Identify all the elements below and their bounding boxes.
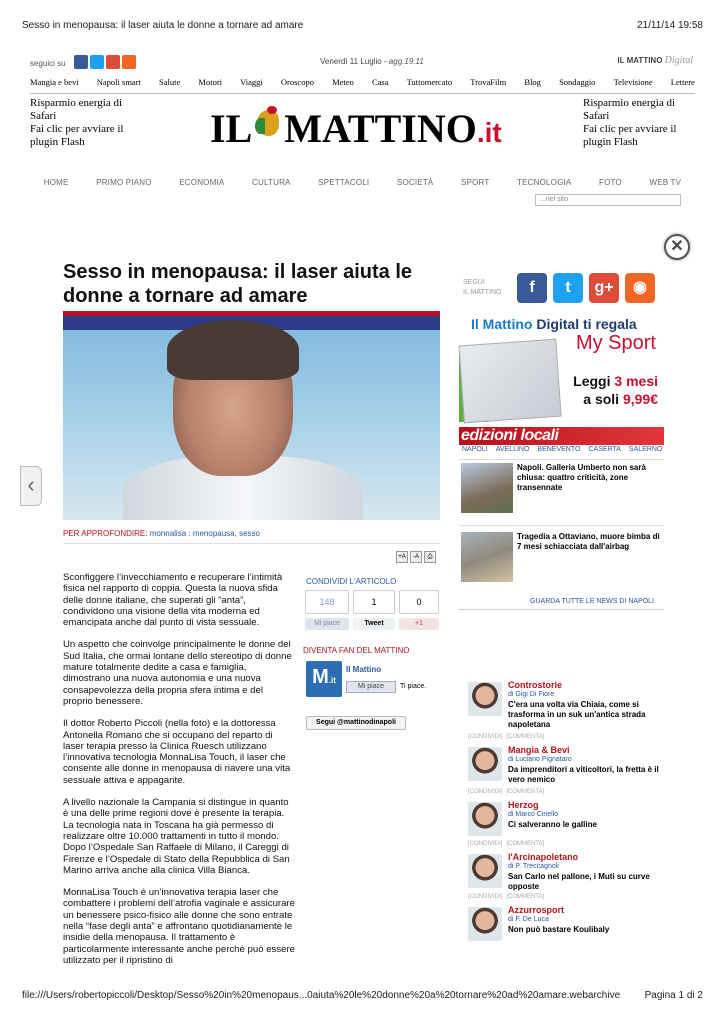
fan-tipiace: Ti piace. [400,683,427,690]
flash-text-line: plugin Flash [583,136,638,148]
divider [459,459,664,460]
mainnav-item[interactable]: HOME [43,178,69,187]
mattino-m-logo[interactable] [306,661,342,697]
digital-brand: IL MATTINO [617,56,663,65]
current-date: Venerdì 11 Luglio - [320,57,389,66]
promo-offer [573,372,658,408]
article-paragraph: Il dottor Roberto Piccoli (nella foto) e la dottoressa Antonella Romano che si occupano del reparto di laser terapia presso la Clinica Ruesch utilizzano l’innovativa tecnologia MonnaLisa Touch, il laser che consente alle donne in menopausa di riavere una vita sessuale attiva e appagante. [63,718,291,786]
divider [459,609,664,610]
article-paragraph: A livello nazionale la Campania si distingue in quanto è una delle prime regioni dove è presente la terapia. La tecnologia nata in Toscana ha già permesso di realizzare oltre 10.000 trattamenti in tutto il mondo. Dopo l’Ospedale San Raffaele di Milano, il Careggi di Firenze e l’Ospedale di Stato della Repubblica di San Marino arriva anche alla clinica Villa Bianca. [63,797,290,876]
promo-price: 9,99€ [622,391,658,407]
seguici-label: seguici su [30,59,66,68]
blog-title[interactable]: Ci salveranno le galline [508,820,597,829]
digital-promo-banner[interactable] [459,312,664,424]
commenta-link[interactable]: [COMMENTA] [506,789,545,795]
page-label: Pagina 1 di 2 [644,990,703,1001]
news-thumbnail [461,532,513,582]
topnav-item[interactable]: Televisione [613,77,653,87]
fan-title: DIVENTA FAN DEL MATTINO [303,646,410,655]
digital-logo[interactable] [617,55,693,66]
news-thumbnail [461,463,513,513]
blog-category[interactable]: l'Arcinapoletano [508,852,579,862]
mainnav-item[interactable]: FOTO [599,178,622,187]
logo-right: MATTINO [284,106,477,151]
blog-title[interactable]: San Carlo nel pallone, i Muti su curve opposte [508,872,650,891]
mainnav-item[interactable]: SPETTACOLI [318,178,370,187]
flash-text-line: Fai clic per avviare il [30,123,124,135]
blog-title[interactable]: Da imprenditori a viticoltori, la fretta è il vero nemico [508,765,659,784]
blogger-avatar [468,907,502,941]
condividi-link[interactable]: [CONDIVIDI] [468,789,503,795]
blogger-avatar [468,747,502,781]
facebook-icon[interactable] [74,55,88,69]
rss-icon[interactable]: ◉ [625,273,655,303]
segui-label [463,278,502,298]
flash-placeholder-left[interactable] [30,97,150,149]
blog-author[interactable]: di Luciano Pignataro [508,756,572,763]
blog-category[interactable]: Controstorie [508,680,562,690]
blog-category[interactable]: Azzurrosport [508,905,564,915]
segui-line1: SEGUI [463,279,485,286]
edizione-link[interactable]: BENEVENTO [537,446,581,453]
segui-line2: IL MATTINO [463,289,502,296]
topnav-item[interactable]: Lettere [670,77,695,87]
topnav-item[interactable]: Motori [198,77,223,87]
article-photo [63,311,440,520]
news-item[interactable] [461,532,666,590]
fan-page-name[interactable]: Il Mattino [346,665,382,674]
divider [30,93,695,94]
rss-icon[interactable] [122,55,136,69]
blog-category[interactable]: Mangia & Bevi [508,745,570,755]
print-footer [22,990,703,1001]
twitter-count: 1 [353,590,395,614]
blog-item[interactable] [468,680,664,732]
font-controls [396,551,436,563]
blog-item[interactable] [468,905,664,957]
googleplus-icon[interactable]: g+ [589,273,619,303]
blog-actions [468,894,548,900]
print-header [22,20,703,31]
guarda-tutte-link[interactable]: GUARDA TUTTE LE NEWS DI NAPOLI [530,598,654,605]
top-nav [30,77,695,87]
topnav-item[interactable]: Casa [371,77,389,87]
blogger-avatar [468,802,502,836]
googleplus-count: 0 [399,590,439,614]
commenta-link[interactable]: [COMMENTA] [506,894,545,900]
edizione-link[interactable]: SALERNO [628,446,663,453]
mainnav-item[interactable]: SPORT [461,178,490,187]
topnav-item[interactable]: Meteo [332,77,354,87]
promo-line2: My Sport [575,332,656,354]
article-title: Sesso in menopausa: il laser aiuta le donne a tornare ad amare [63,261,413,307]
blog-title[interactable]: Non può bastare Koulibaly [508,925,610,934]
blog-actions [468,841,548,847]
facebook-like-button[interactable]: Mi piace [305,618,349,630]
blog-author[interactable]: di Gigi Di Fiore [508,691,555,698]
topnav-item[interactable]: Blog [524,77,541,87]
mainnav-item[interactable]: SOCIETÀ [396,178,434,187]
date-line [320,57,424,66]
promo-asoli: a soli [583,391,623,407]
flash-text-line: Safari [30,110,57,122]
main-nav [30,178,695,187]
topnav-item[interactable]: Viaggi [240,77,263,87]
flash-text-line: Fai clic per avviare il [583,123,677,135]
blog-author[interactable]: di F. De Luca [508,916,549,923]
topnav-item[interactable]: Tuttomercato [406,77,453,87]
social-small [74,55,136,69]
promo-brand: Il Mattino [471,316,533,332]
news-headline[interactable]: Napoli. Galleria Umberto non sarà chiusa: quattro criticità, zone transennate [517,463,646,492]
article-body [63,572,295,977]
edizione-link[interactable]: NAPOLI [462,446,488,453]
updated-time: agg.19:11 [388,57,424,66]
font-increase-button[interactable]: +A [396,551,408,563]
topnav-item[interactable]: Oroscopo [280,77,314,87]
edizione-link[interactable]: AVELLINO [495,446,530,453]
blog-actions [468,789,548,795]
edizioni-locali-header: edizioni locali [459,427,664,445]
file-path: file:///Users/robertopiccoli/Desktop/Sesso%20in%20menopaus...0aiuta%20le%20donne%20a%20tornare%20ad%20amare.webarchive [22,990,621,1001]
condividi-link[interactable]: [CONDIVIDI] [468,734,503,740]
topnav-item[interactable]: Napoli smart [96,77,141,87]
news-headline[interactable]: Tragedia a Ottaviano, muore bimba di 7 mesi schiacciata dall'airbag [517,532,660,551]
condividi-link[interactable]: [CONDIVIDI] [468,894,503,900]
approfondire-label: PER APPROFONDIRE: [63,529,150,538]
blog-actions [468,734,548,740]
logo-left: IL [210,106,253,151]
facebook-count: 148 [305,590,349,614]
facebook-icon[interactable]: f [517,273,547,303]
twitter-icon[interactable] [90,55,104,69]
article-paragraph: Sconfiggere l’invecchiamento e recuperare l’intimità fisica nel rapporto di coppia. Questa la nuova sfida delle donne italiane, che superati gli “anta”, condividono una visione della vita moderna ed emancipata anche dal punto di vista sessuale. [63,572,283,629]
m-logo-letter: M [312,666,329,688]
newspaper-image [458,339,561,424]
print-datetime: 21/11/14 19:58 [637,20,703,31]
twitter-icon[interactable]: t [553,273,583,303]
share-box [305,590,440,638]
logo-suffix: .it [476,117,502,148]
rooster-icon [253,104,283,142]
approfondire [63,529,260,538]
promo-mesi: 3 mesi [614,373,658,389]
googleplus-icon[interactable] [106,55,120,69]
article-paragraph: Un aspetto che coinvolge principalmente le donne del Sud Italia, che ormai lontane dello stereotipo di donne mature totalmente dedite a casa e famiglia, dimostrano una nuova autonomia e una nuova consapevolezza della propria sfera intima e del proprio benessere. [63,639,292,707]
divider [459,525,664,526]
flash-text-line: Risparmio energia di [583,97,676,109]
blog-author[interactable]: di P. Treccagnoli [508,863,559,870]
commenta-link[interactable]: [COMMENTA] [506,734,545,740]
share-title: CONDIVIDI L'ARTICOLO [306,577,397,586]
print-icon[interactable]: ⎙ [424,551,436,563]
topnav-item[interactable]: Mangia e bevi [30,77,79,87]
divider [63,543,440,544]
mainnav-item[interactable]: PRIMO PIANO [96,178,152,187]
promo-leggi: Leggi [573,373,615,389]
fan-box [306,661,440,701]
m-logo-suffix: .it [328,676,336,685]
search-input[interactable]: ...nel sito [535,194,681,206]
flash-placeholder-right[interactable] [583,97,703,149]
blogger-avatar [468,854,502,888]
tweet-button[interactable]: Tweet [353,618,395,630]
top-bar [30,55,693,73]
prev-arrow-button[interactable]: ‹ [20,466,42,506]
news-item[interactable] [461,463,666,521]
flash-text-line: Risparmio energia di [30,97,123,109]
topnav-item[interactable]: TrovaFilm [470,77,507,87]
fan-like-button[interactable]: Mi piace [346,681,396,693]
print-title: Sesso in menopausa: il laser aiuta le donne a tornare ad amare [22,20,304,31]
flash-text-line: plugin Flash [30,136,85,148]
edizione-link[interactable]: CASERTA [588,446,621,453]
digital-word: Digital [664,55,693,66]
close-button[interactable]: ✕ [664,234,690,260]
edizioni-nav [462,446,667,453]
mainnav-item[interactable]: CULTURA [252,178,291,187]
promo-line1 [471,316,637,332]
mainnav-item[interactable]: TECNOLOGIA [517,178,572,187]
condividi-link[interactable]: [CONDIVIDI] [468,841,503,847]
mainnav-item[interactable]: WEB TV [649,178,682,187]
site-logo[interactable] [210,104,510,151]
googleplus-button[interactable]: +1 [399,618,439,630]
blog-title[interactable]: C'era una volta via Chiaia, come si trasforma in un suk un'antica strada napoletana [508,700,646,729]
article-paragraph: MonnaLisa Touch è un’innovativa terapia laser che combattere i problemi dell’atrofia vaginale e assicurare un benessere psico-fisico alle donne che sono entrate nella “fase degli anta” e affrontano quotidianamente le insidie della menopausa. Il trattamento è particolarmente interessante anche perché può essere utilizzato per il ripristino di [63,887,295,966]
approfondire-tags[interactable]: monnalisa : menopausa, sesso [149,529,260,538]
font-decrease-button[interactable]: -A [410,551,422,563]
blogger-avatar [468,682,502,716]
social-big [517,273,655,303]
mainnav-item[interactable]: ECONOMIA [179,178,225,187]
blog-author[interactable]: di Marco Ciriello [508,811,559,818]
twitter-follow-button[interactable]: Segui @mattinodinapoli [306,716,406,730]
flash-text-line: Safari [583,110,610,122]
topnav-item[interactable]: Sondaggio [559,77,596,87]
blog-category[interactable]: Herzog [508,800,539,810]
commenta-link[interactable]: [COMMENTA] [506,841,545,847]
topnav-item[interactable]: Salute [159,77,181,87]
promo-gift: Digital ti regala [532,316,637,332]
